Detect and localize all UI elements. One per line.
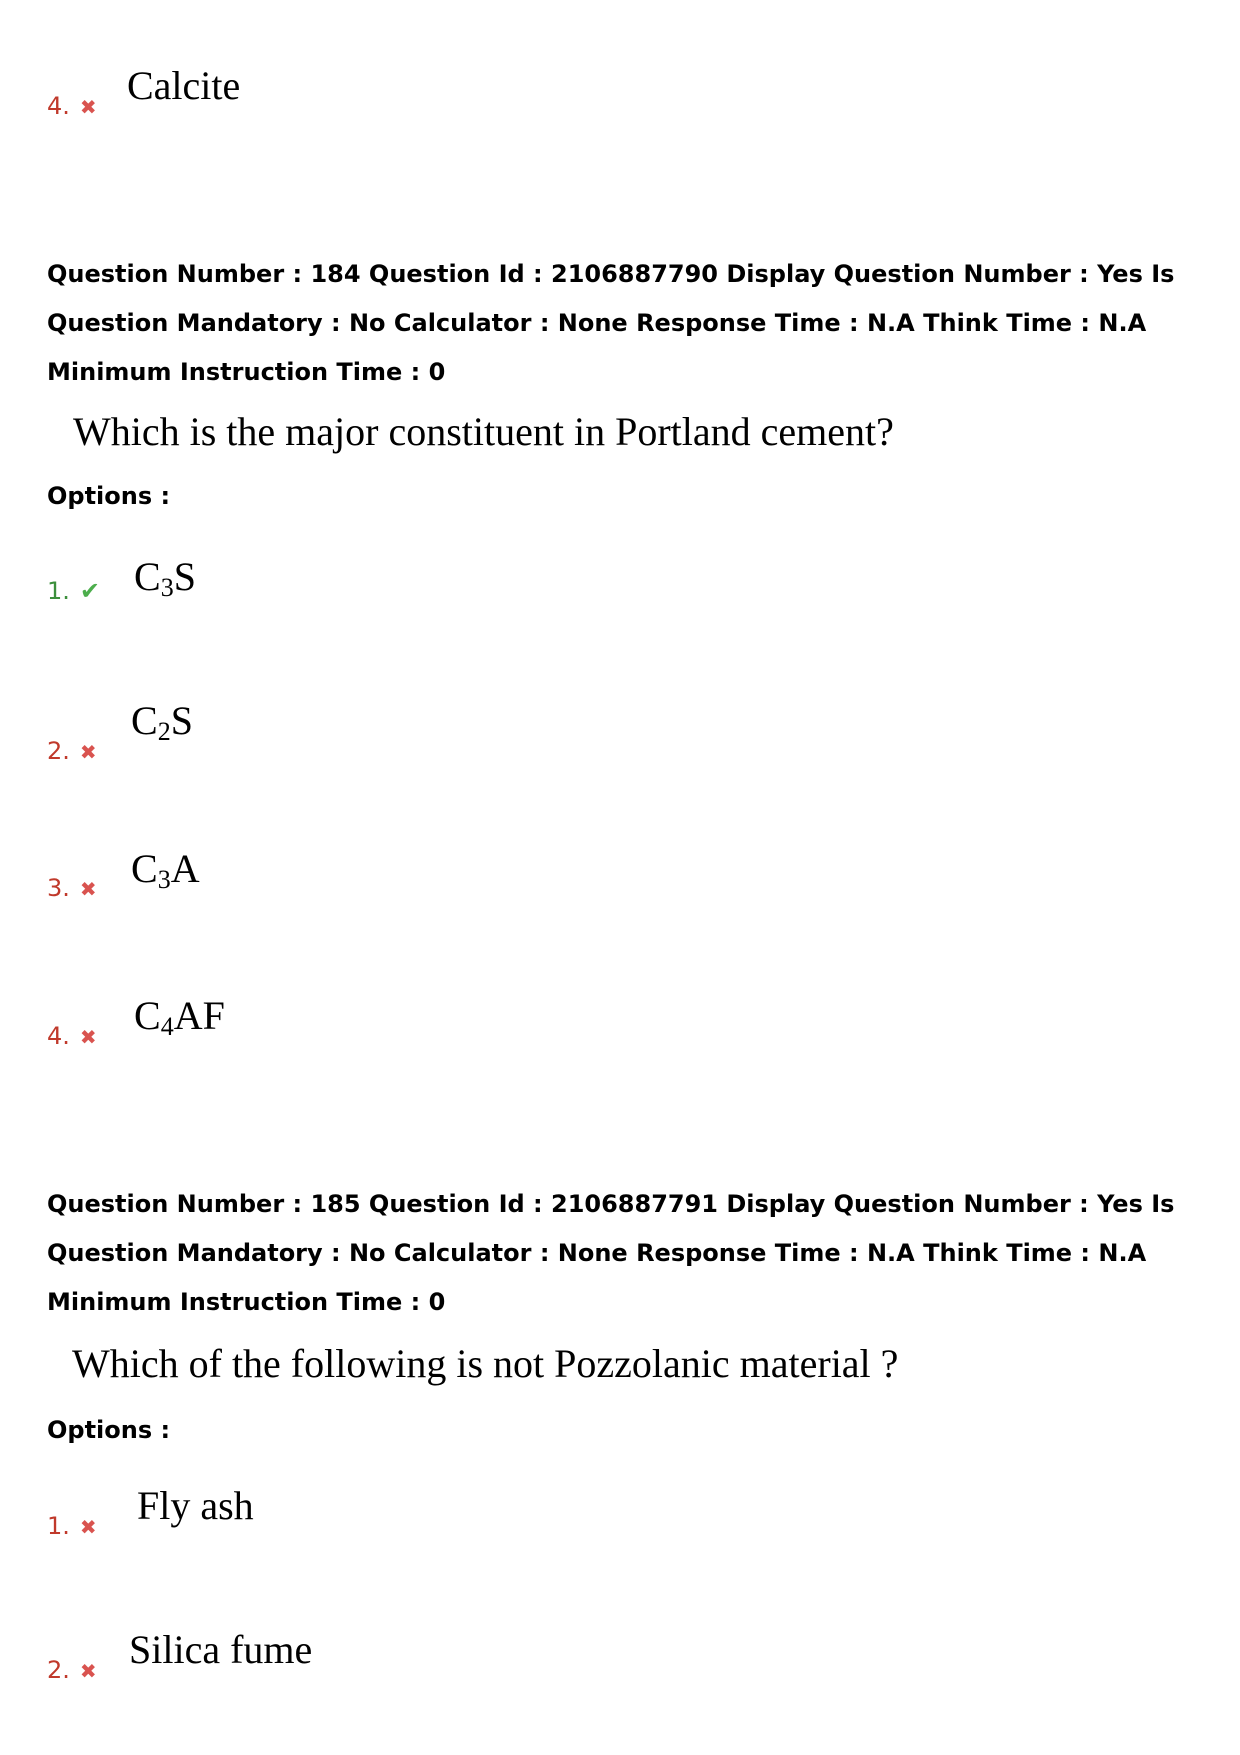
options-label: Options : [47,1416,171,1444]
option-1-text: $C_3S$ [134,554,196,602]
option-2 [47,737,97,765]
option-number: 3. [47,874,70,902]
option-3-text: $C_3A$ [131,846,200,894]
cross-icon: ✖ [79,1659,97,1683]
option-1 [47,577,100,605]
option-text: Calcite [127,63,241,108]
option-number: 2. [47,1656,70,1684]
option-4-text: $C_4AF$ [134,993,225,1041]
option-1-text: Fly ash [137,1483,254,1528]
question-184-text: Which is the major constituent in Portland cement? [73,409,894,454]
option-number: 1. [47,1512,70,1540]
cross-icon: ✖ [79,1025,97,1049]
cross-icon: ✖ [79,877,97,901]
option-number: 2. [47,737,70,765]
check-icon: ✔ [79,577,101,605]
option-2-text: Silica fume [129,1627,313,1672]
option-1 [47,1512,97,1540]
question-184-meta: Question Number : 184 Question Id : 2106887790 Display Question Number : Yes Is Question Mandatory : No Calculator : None Response Time : N.A Think Time : N.A Minimum Instruction Time : 0 [47,260,1175,386]
option-3 [47,874,97,902]
option-number: 1. [47,577,70,605]
options-label: Options : [47,482,171,510]
question-185-meta: Question Number : 185 Question Id : 2106887791 Display Question Number : Yes Is Question Mandatory : No Calculator : None Response Time : N.A Think Time : N.A Minimum Instruction Time : 0 [47,1190,1175,1316]
option-2-text: $C_2S$ [131,698,193,746]
option-number: 4. [47,92,70,120]
cross-icon: ✖ [79,1515,97,1539]
option-2 [47,1656,97,1684]
option-4-prev [47,92,97,120]
option-4 [47,1022,97,1050]
cross-icon: ✖ [79,740,97,764]
question-185-text: Which of the following is not Pozzolanic material ? [72,1341,899,1386]
cross-icon: ✖ [79,95,97,119]
option-number: 4. [47,1022,70,1050]
